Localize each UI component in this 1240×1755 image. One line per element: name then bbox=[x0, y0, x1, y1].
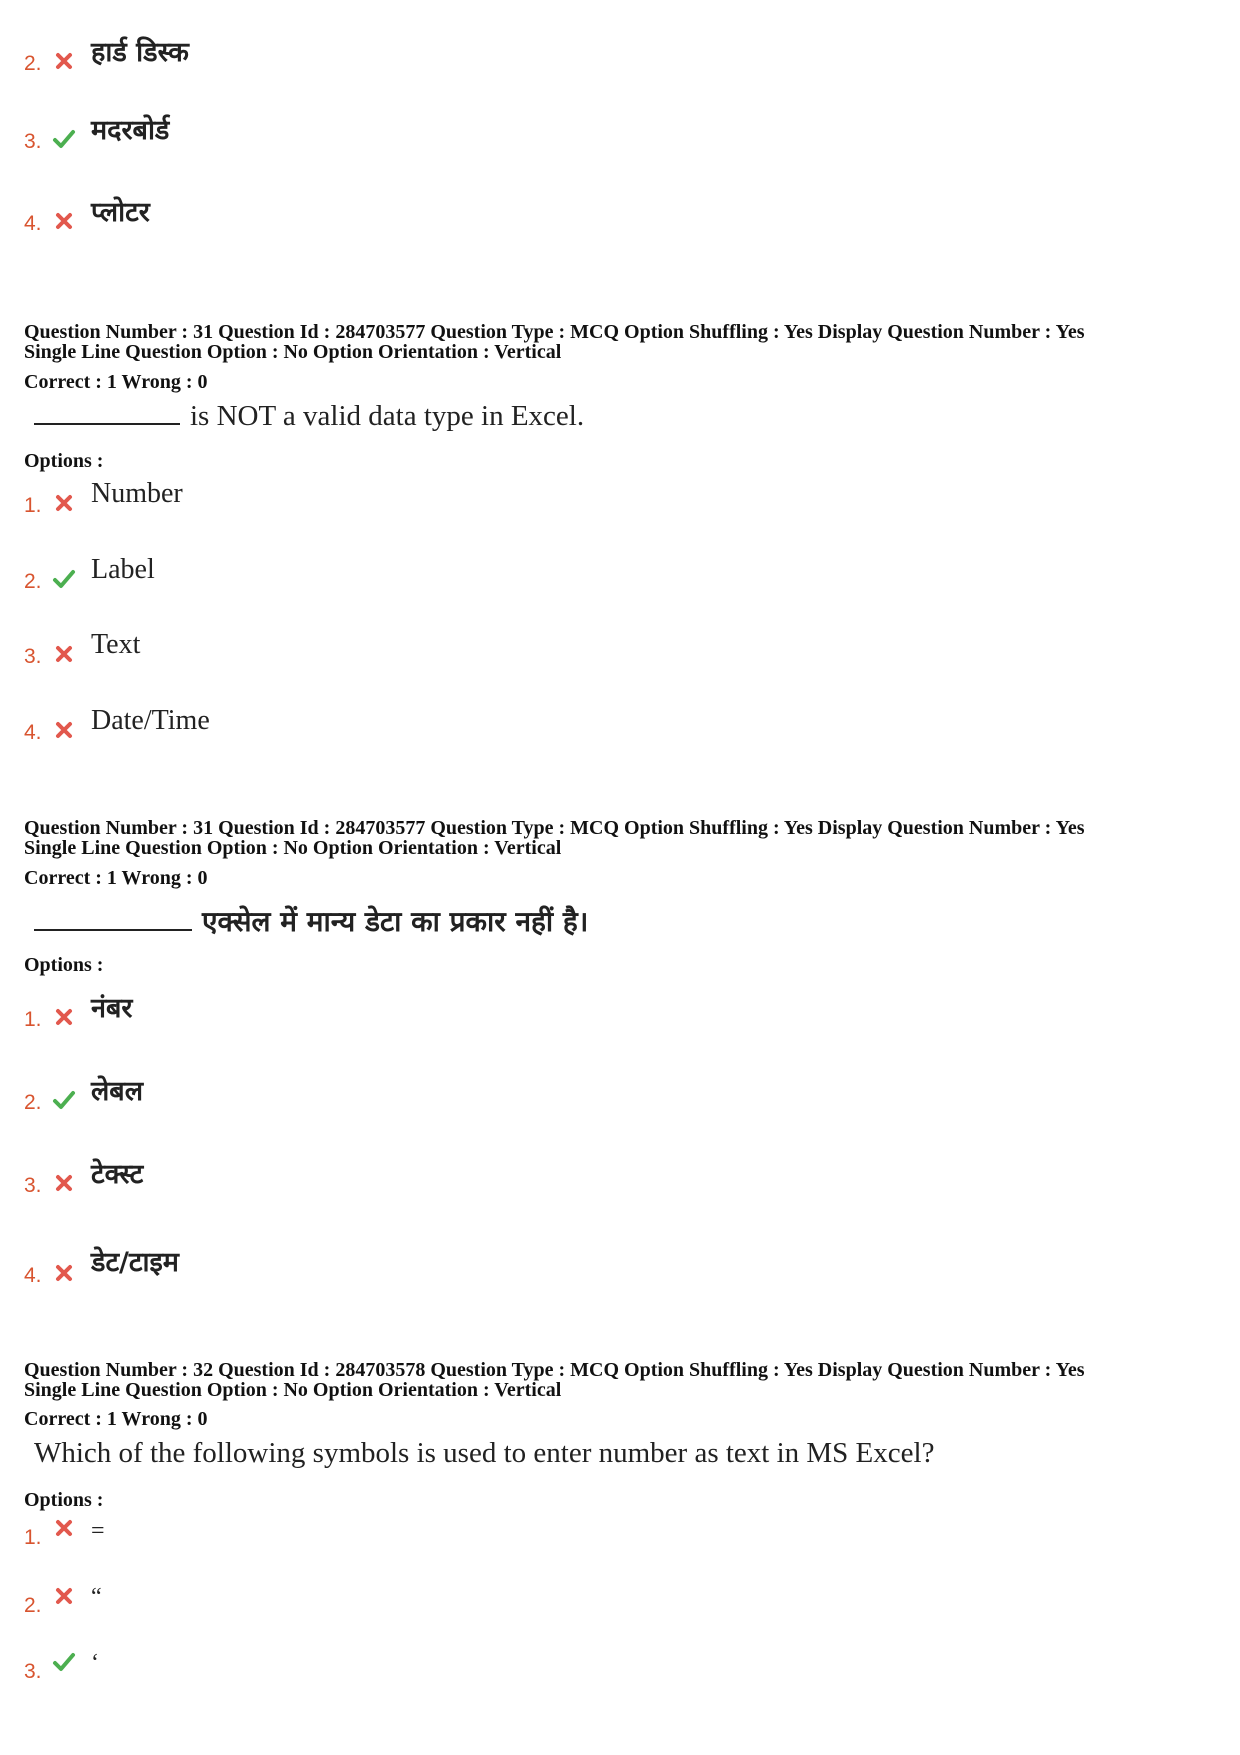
check-mark-icon bbox=[52, 127, 76, 151]
option-number: 3. bbox=[24, 130, 42, 153]
question-meta-line: Question Number : 32 Question Id : 284703578 Question Type : MCQ Option Shuffling : Yes Display Question Number : Yes bbox=[24, 1359, 1085, 1381]
option-text: = bbox=[91, 1518, 105, 1544]
question-meta-line: Single Line Question Option : No Option Orientation : Vertical bbox=[24, 1379, 562, 1401]
wrong-mark-icon bbox=[52, 1005, 76, 1029]
check-mark-icon bbox=[52, 567, 76, 591]
option-number: 3. bbox=[24, 1174, 42, 1197]
option-text: Text bbox=[91, 629, 141, 660]
option-number: 3. bbox=[24, 1660, 42, 1683]
question-text bbox=[34, 902, 588, 940]
option-number: 2. bbox=[24, 570, 42, 593]
score-line: Correct : 1 Wrong : 0 bbox=[24, 1408, 208, 1430]
score-line: Correct : 1 Wrong : 0 bbox=[24, 867, 208, 889]
answer-blank bbox=[34, 423, 180, 425]
question-text bbox=[34, 400, 584, 433]
option-text: Label bbox=[91, 554, 155, 585]
option-text: टेक्स्ट bbox=[91, 1159, 144, 1190]
option-text: प्लोटर bbox=[91, 197, 150, 228]
option-number: 4. bbox=[24, 212, 42, 235]
option-text: हार्ड डिस्क bbox=[91, 37, 189, 68]
wrong-mark-icon bbox=[52, 491, 76, 515]
option-text: नंबर bbox=[91, 993, 133, 1024]
option-number: 1. bbox=[24, 1526, 42, 1549]
wrong-mark-icon bbox=[52, 49, 76, 73]
option-number: 2. bbox=[24, 52, 42, 75]
option-text: लेबल bbox=[91, 1076, 144, 1107]
question-meta-line: Question Number : 31 Question Id : 284703577 Question Type : MCQ Option Shuffling : Yes Display Question Number : Yes bbox=[24, 817, 1085, 839]
option-number: 1. bbox=[24, 494, 42, 517]
option-text: डेट/टाइम bbox=[91, 1247, 179, 1278]
option-number: 3. bbox=[24, 645, 42, 668]
options-label: Options : bbox=[24, 954, 104, 976]
check-mark-icon bbox=[52, 1650, 76, 1674]
option-text: Number bbox=[91, 478, 183, 509]
wrong-mark-icon bbox=[52, 1516, 76, 1540]
wrong-mark-icon bbox=[52, 642, 76, 666]
option-text: ‘ bbox=[91, 1650, 99, 1676]
wrong-mark-icon bbox=[52, 209, 76, 233]
wrong-mark-icon bbox=[52, 718, 76, 742]
option-number: 4. bbox=[24, 721, 42, 744]
option-number: 2. bbox=[24, 1594, 42, 1617]
score-line: Correct : 1 Wrong : 0 bbox=[24, 371, 208, 393]
question-text-content: एक्सेल में मान्य डेटा का प्रकार नहीं है। bbox=[202, 905, 589, 938]
option-number: 4. bbox=[24, 1264, 42, 1287]
wrong-mark-icon bbox=[52, 1171, 76, 1195]
option-text: “ bbox=[91, 1584, 102, 1610]
answer-blank bbox=[34, 929, 192, 931]
options-label: Options : bbox=[24, 1489, 104, 1511]
options-label: Options : bbox=[24, 450, 104, 472]
question-text-content: is NOT a valid data type in Excel. bbox=[190, 400, 585, 432]
question-meta-line: Question Number : 31 Question Id : 284703577 Question Type : MCQ Option Shuffling : Yes Display Question Number : Yes bbox=[24, 321, 1085, 343]
wrong-mark-icon bbox=[52, 1584, 76, 1608]
wrong-mark-icon bbox=[52, 1261, 76, 1285]
option-number: 1. bbox=[24, 1008, 42, 1031]
question-meta-line: Single Line Question Option : No Option Orientation : Vertical bbox=[24, 837, 562, 859]
option-number: 2. bbox=[24, 1091, 42, 1114]
option-text: Date/Time bbox=[91, 705, 210, 736]
option-text: मदरबोर्ड bbox=[91, 115, 170, 146]
question-text: Which of the following symbols is used to enter number as text in MS Excel? bbox=[34, 1437, 935, 1469]
check-mark-icon bbox=[52, 1088, 76, 1112]
question-meta-line: Single Line Question Option : No Option Orientation : Vertical bbox=[24, 341, 562, 363]
